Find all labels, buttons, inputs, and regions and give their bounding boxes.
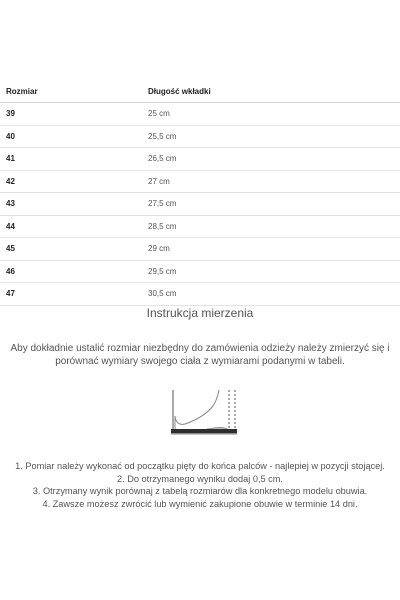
length-cell: 29 cm [148,238,400,261]
size-column-header: Rozmiar [0,80,148,103]
measuring-step: 3. Otrzymany wynik porównaj z tabelą rozmiarów dla konkretnego modelu obuwia. [32,486,368,497]
table-row [0,103,400,126]
length-cell: 27,5 cm [148,193,400,216]
measuring-intro-text: Aby dokładnie ustalić rozmiar niezbędny do zamówienia odzieży należy zmierzyć się i porównać wymiary swojego ciała z wymiarami podanymi w tabeli. [10,343,390,367]
table-row [0,238,400,261]
measuring-step: 1. Pomiar należy wykonać od początku pięty do końca palców - najlepiej w pozycji stojącej. [15,461,385,471]
size-cell: 40 [0,125,148,148]
measuring-steps [0,460,400,510]
size-cell: 46 [0,260,148,283]
table-row [0,283,400,306]
length-cell: 25,5 cm [148,125,400,148]
measuring-instructions-title: Instrukcja mierzenia [146,306,254,320]
measuring-step: 4. Zawsze możesz zwrócić lub wymienić zakupione obuwie w terminie 14 dni. [42,498,358,509]
size-table-header-row [0,80,400,103]
length-cell: 28,5 cm [148,215,400,238]
size-cell: 45 [0,238,148,261]
length-cell: 30,5 cm [148,283,400,306]
size-cell: 41 [0,148,148,171]
size-cell: 43 [0,193,148,216]
size-cell: 44 [0,215,148,238]
measuring-step: 2. Do otrzymanego wyniku dodaj 0,5 cm. [117,473,283,484]
size-cell: 42 [0,170,148,193]
table-row [0,193,400,216]
length-cell: 26,5 cm [148,148,400,171]
length-cell: 25 cm [148,103,400,126]
foot-measurement-diagram [163,386,241,438]
table-row [0,260,400,283]
table-row [0,148,400,171]
table-row [0,170,400,193]
size-cell: 39 [0,103,148,126]
length-cell: 29,5 cm [148,260,400,283]
size-cell: 47 [0,283,148,306]
size-table [0,80,400,306]
table-row [0,215,400,238]
insole-length-column-header: Długość wkładki [148,80,400,103]
length-cell: 27 cm [148,170,400,193]
table-row [0,125,400,148]
